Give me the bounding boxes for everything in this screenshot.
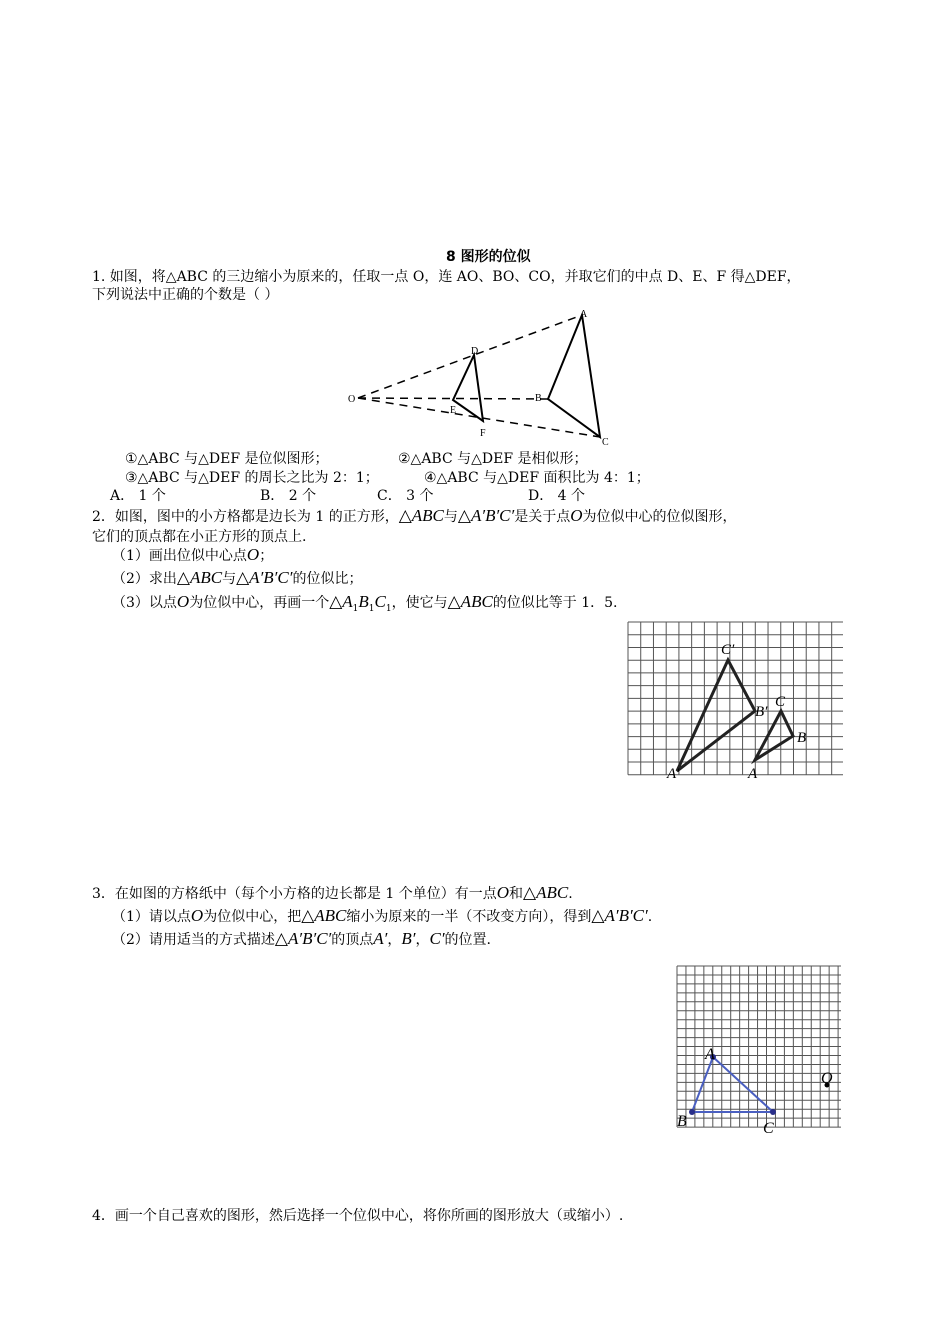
q1-option-a: A． 1 个 xyxy=(110,488,166,504)
q2-grid-figure xyxy=(625,618,850,783)
q1-statement-1: ①△ABC 与△DEF 是位似图形； xyxy=(125,451,329,467)
q1-option-b: B． 2 个 xyxy=(260,488,317,504)
q2-part2: （2）求出△ABC与△A′B′C′的位似比； xyxy=(112,568,363,587)
q2-label-A: A xyxy=(748,766,758,782)
q1-line-OA xyxy=(358,315,582,398)
q1-label-D: D xyxy=(471,346,479,357)
q3-point-C xyxy=(770,1109,776,1115)
q1-label-F: F xyxy=(480,428,486,439)
q1-option-c: C． 3 个 xyxy=(377,488,434,504)
q1-statement-4: ④△ABC 与△DEF 面积比为 4：1； xyxy=(424,470,650,486)
q2-triangle-ApBpCp xyxy=(677,660,755,771)
q2-label-Ap: A′ xyxy=(667,766,680,782)
q1-line1: 1. 如图，将△ABC 的三边缩小为原来的，任取一点 O，连 AO、BO、CO，并取它们的中点 D、E、F 得△DEF， xyxy=(92,269,801,285)
q1-triangle-DEF xyxy=(453,355,483,421)
q3-grid-figure xyxy=(674,963,849,1138)
q3-label-C: C xyxy=(763,1120,774,1137)
q1-statement-3: ③△ABC 与△DEF 的周长之比为 2：1； xyxy=(125,470,379,486)
q1-label-O: O xyxy=(348,394,356,405)
q1-statement-2: ②△ABC 与△DEF 是相似形； xyxy=(398,451,588,467)
q1-figure xyxy=(340,305,620,450)
q3-part1: （1）请以点O为位似中心，把△ABC缩小为原来的一半（不改变方向），得到△A′B′C′. xyxy=(112,906,653,925)
q1-label-E: E xyxy=(450,405,457,416)
q4-text: 4．画一个自己喜欢的图形，然后选择一个位似中心，将你所画的图形放大（或缩小）. xyxy=(92,1208,624,1224)
q3-label-A: A xyxy=(705,1046,715,1063)
q3-line1: 3．在如图的方格纸中（每个小方格的边长都是 1 个单位）有一点O和△ABC. xyxy=(92,883,573,902)
q1-option-d: D． 4 个 xyxy=(528,488,586,504)
q2-part3: （3）以点O为位似中心，再画一个$\triangle A_1B_1C_1$，使它与△ABC的位似比等于 1．5. xyxy=(112,592,618,614)
q3-part2: （2）请用适当的方式描述△A′B′C′的顶点A′，B′，C′的位置. xyxy=(112,929,491,948)
q3-label-B: B xyxy=(677,1113,687,1130)
q2-part1: （1）画出位似中心点O； xyxy=(112,545,274,564)
q2-label-Bp: B′ xyxy=(755,704,768,720)
q2-line2: 它们的顶点都在小正方形的顶点上. xyxy=(92,529,307,545)
q1-line2: 下列说法中正确的个数是（ ） xyxy=(92,287,279,303)
q1-triangle-ABC xyxy=(548,315,600,437)
q1-label-A: A xyxy=(580,309,588,320)
q1-label-B: B xyxy=(535,393,542,404)
q3-point-B xyxy=(689,1109,695,1115)
q2-label-C: C xyxy=(775,694,786,710)
page-title: 8 图形的位似 xyxy=(446,249,531,265)
q2-line1: 2．如图，图中的小方格都是边长为 1 的正方形，△ABC与△A′B′C′是关于点O为位似中心的位似图形， xyxy=(92,506,737,525)
q2-label-B: B xyxy=(797,730,807,746)
q1-label-C: C xyxy=(602,437,609,448)
q3-label-O: O xyxy=(821,1070,833,1087)
q2-label-Cp: C′ xyxy=(721,642,735,658)
